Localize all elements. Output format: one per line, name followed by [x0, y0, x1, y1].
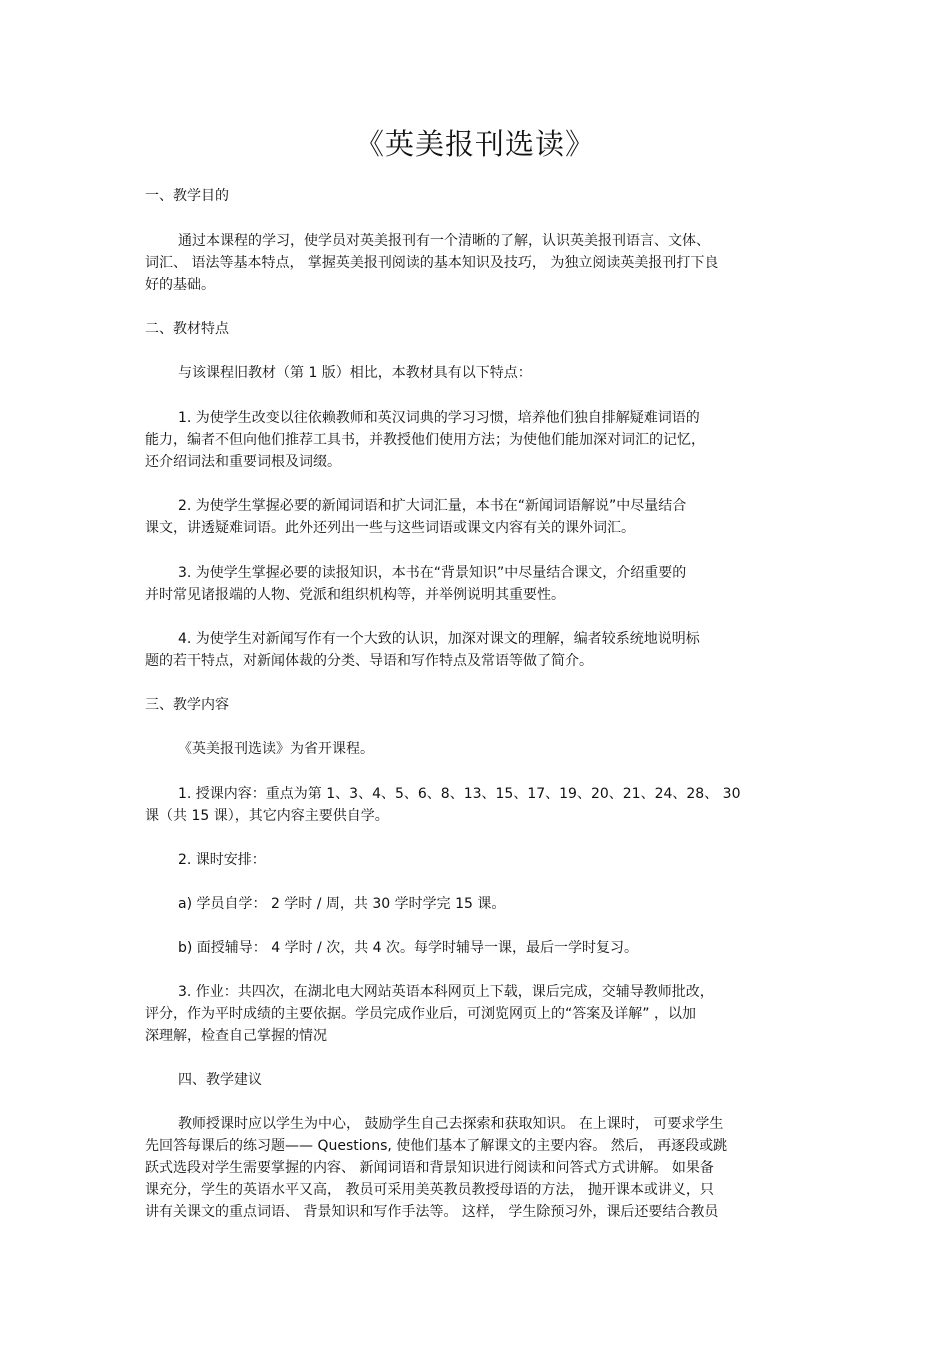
text-line: 还介绍词法和重要词根及词缀。	[145, 454, 341, 470]
text-line: 好的基础。	[145, 277, 215, 293]
text-line: 3. 为使学生掌握必要的读报知识，本书在“背景知识”中尽量结合课文，介绍重要的	[178, 565, 687, 581]
text-line: 课充分，学生的英语水平又高， 教员可采用美英教员教授母语的方法， 抛开课本或讲义，只	[145, 1182, 714, 1198]
text-line: 教师授课时应以学生为中心， 鼓励学生自己去探索和获取知识。 在上课时， 可要求学生	[178, 1116, 724, 1132]
text-line: 评分，作为平时成绩的主要依据。学员完成作业后，可浏览网页上的“答案及详解” ，以加	[145, 1006, 696, 1022]
text-line: 4. 为使学生对新闻写作有一个大致的认识，加深对课文的理解，编者较系统地说明标	[178, 631, 700, 647]
text-line: 3. 作业：共四次，在湖北电大网站英语本科网页上下载，课后完成，交辅导教师批改，	[178, 984, 714, 1000]
text-line: 《英美报刊选读》为省开课程。	[178, 741, 374, 757]
text-line: 能力，编者不但向他们推荐工具书，并教授他们使用方法；为使他们能加深对词汇的记忆，	[145, 432, 705, 448]
text-line: 并时常见诸报端的人物、党派和组织机构等，并举例说明其重要性。	[145, 587, 565, 603]
text-line: a) 学员自学： 2 学时 / 周，共 30 学时学完 15 课。	[178, 896, 506, 912]
text-line: 四、教学建议	[178, 1072, 262, 1088]
text-line: 与该课程旧教材（第 1 版）相比，本教材具有以下特点：	[178, 365, 532, 381]
text-line: 2. 课时安排：	[178, 852, 266, 868]
text-line: 词汇、 语法等基本特点， 掌握英美报刊阅读的基本知识及技巧， 为独立阅读英美报刊打下良	[145, 255, 719, 271]
text-line: 三、教学内容	[145, 697, 229, 713]
text-line: 课（共 15 课），其它内容主要供自学。	[145, 808, 389, 824]
text-line: 2. 为使学生掌握必要的新闻词语和扩大词汇量，本书在“新闻词语解说”中尽量结合	[178, 498, 687, 514]
text-line: 1. 授课内容：重点为第 1、3、4、5、6、8、13、15、17、19、20、21、24、28、 30	[178, 786, 741, 802]
document-title: 《英美报刊选读》	[354, 127, 595, 161]
text-line: 先回答每课后的练习题—— Questions, 使他们基本了解课文的主要内容。 然后， 再逐段或跳	[145, 1138, 728, 1154]
text-line: 课文，讲透疑难词语。此外还列出一些与这些词语或课文内容有关的课外词汇。	[145, 520, 635, 536]
text-line: 题的若干特点，对新闻体裁的分类、导语和写作特点及常语等做了简介。	[145, 653, 593, 669]
text-line: 讲有关课文的重点词语、 背景知识和写作手法等。 这样， 学生除预习外，课后还要结合教员	[145, 1204, 719, 1220]
text-line: b) 面授辅导： 4 学时 / 次，共 4 次。每学时辅导一课，最后一学时复习。	[178, 940, 639, 956]
text-line: 一、教学目的	[145, 188, 229, 204]
text-line: 跃式选段对学生需要掌握的内容、 新闻词语和背景知识进行阅读和问答式方式讲解。 如果备	[145, 1160, 714, 1176]
text-line: 二、教材特点	[145, 321, 229, 337]
text-line: 通过本课程的学习，使学员对英美报刊有一个清晰的了解，认识英美报刊语言、文体、	[178, 233, 710, 249]
text-line: 1. 为使学生改变以往依赖教师和英汉词典的学习习惯，培养他们独自排解疑难词语的	[178, 410, 700, 426]
text-line: 深理解，检查自己掌握的情况	[145, 1028, 327, 1044]
